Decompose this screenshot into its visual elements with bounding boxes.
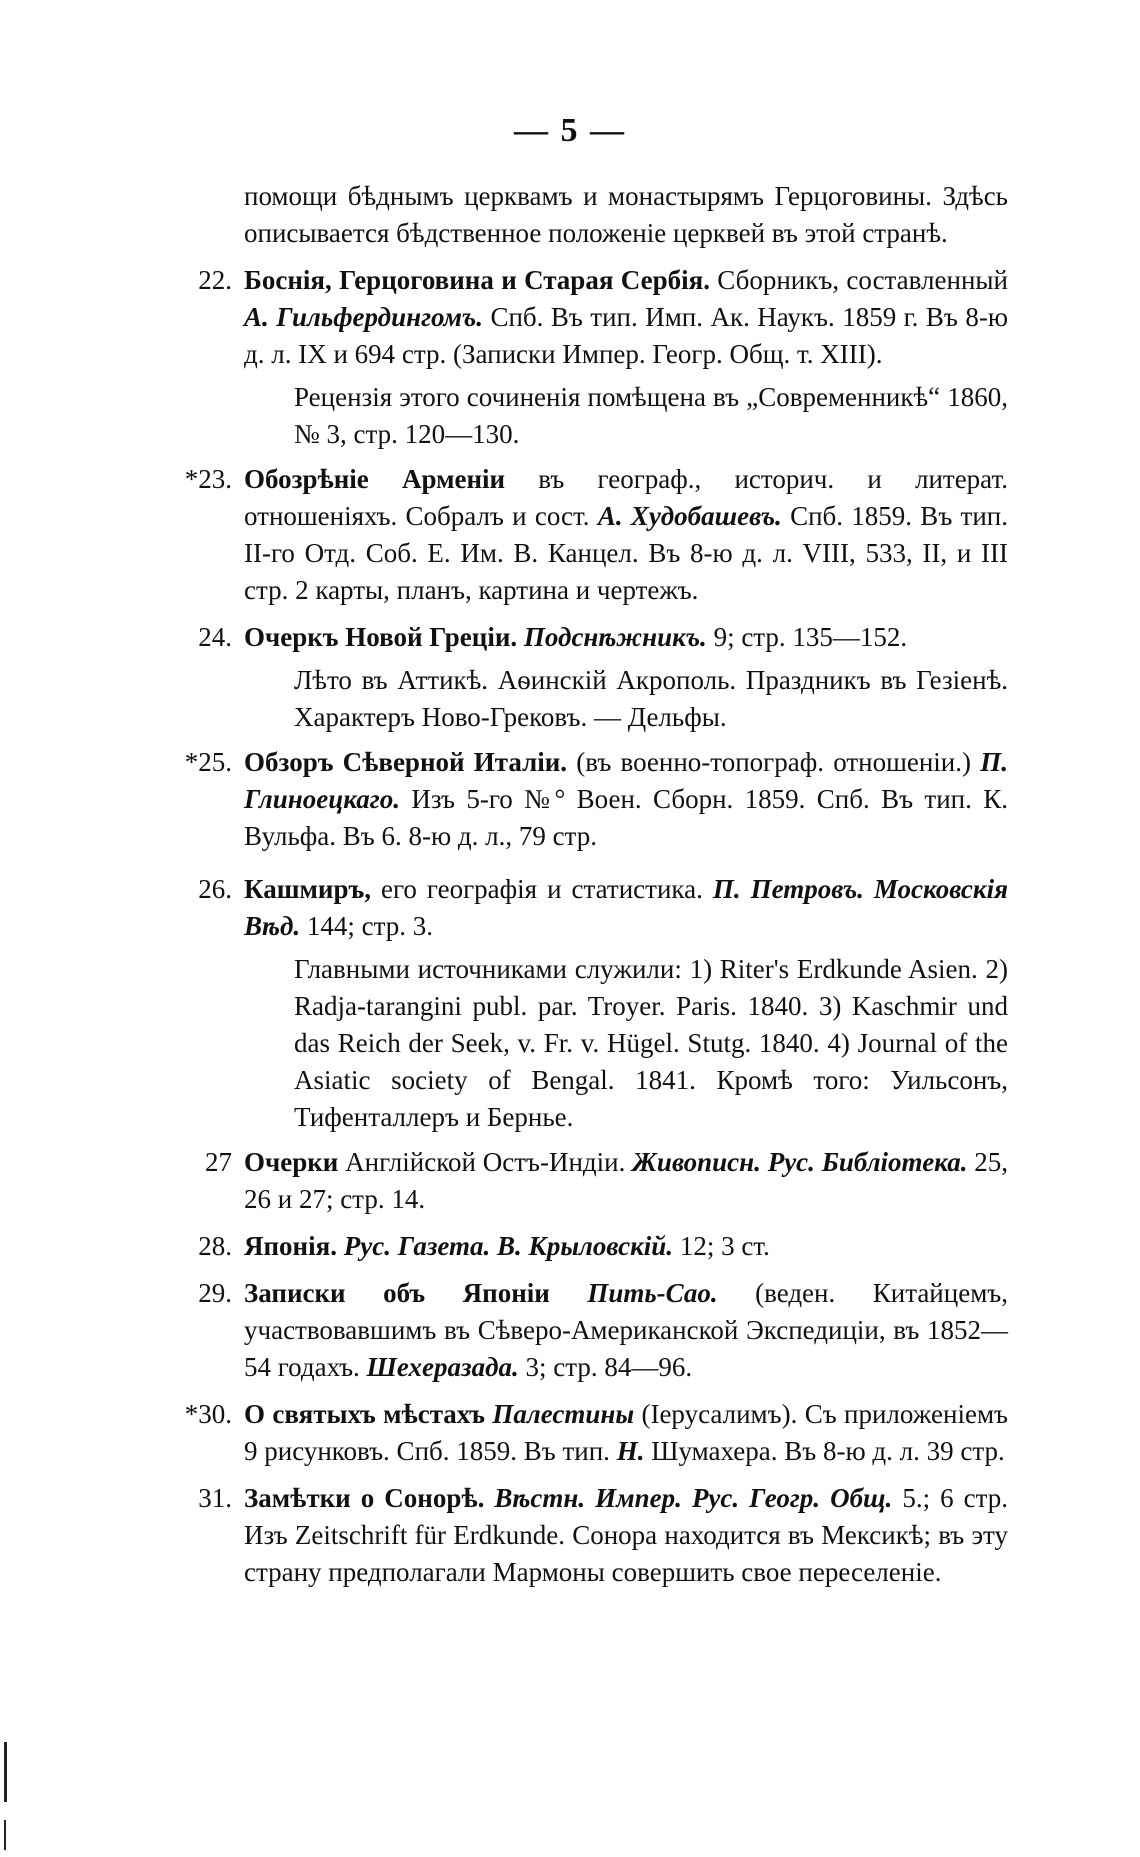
entry-title: Боснiя, Герцоговина и Старая Сербiя.	[244, 265, 710, 295]
scan-edge-mark	[4, 1820, 6, 1850]
entry-text: 3; стр. 84—96.	[518, 1352, 693, 1382]
entry-text	[484, 1483, 494, 1513]
entry-text: Англiйской Остъ-Индiи.	[338, 1147, 633, 1177]
entry-text: (Iерусалимъ). Съ приложенiемъ 9 рисунковъ. Спб. 1859. Въ тип.	[244, 1399, 1008, 1466]
entry-title: Очерки	[244, 1147, 339, 1177]
entry-author: Рус. Газета. В. Крыловскiй.	[343, 1231, 674, 1261]
entry-text: Спб. Въ тип. Имп. Ак. Наукъ. 1859 г. Въ 8-ю д. л. IX и 694 стр. (Записки Импер. Геогр. Общ. т. XIII).	[244, 302, 1008, 369]
entry-23	[108, 461, 1008, 609]
entry-29	[108, 1275, 1008, 1386]
entry-number: 24.	[198, 622, 232, 652]
entry-text: (веден. Китайцемъ, участвовавшимъ въ Сѣверо-Американской Экспедицiи, въ 1852—54 годахъ.	[244, 1278, 1008, 1382]
entry-27	[108, 1144, 1008, 1218]
entry-text	[337, 1231, 344, 1261]
entry-title: Замѣтки о Сонорѣ.	[244, 1483, 485, 1513]
entry-note: Лѣто въ Аттикѣ. Аѳинскiй Акрополь. Праздникъ въ Гезiенѣ. Характеръ Ново-Грековъ. — Дельфы.	[294, 665, 1008, 732]
entry-title: Японiя.	[244, 1231, 337, 1261]
entry-title: Записки объ Японiи	[244, 1278, 550, 1308]
entry-text: помощи бѣднымъ церквамъ и монастырямъ Герцоговины. Здѣсь описывается бѣдственное положенiе церквей въ этой странѣ.	[244, 181, 1008, 248]
entry-number: *23.	[184, 464, 232, 494]
entry-number: 29.	[198, 1278, 232, 1308]
entry-title: Обзоръ Сѣверной Италiи.	[244, 747, 568, 777]
entry-text: въ географ., историч. и литерат. отношенiяхъ. Собралъ и сост.	[244, 464, 1008, 531]
bibliography-body	[108, 178, 1008, 1597]
entry-text: 25, 26 и 27; стр. 14.	[244, 1147, 1009, 1214]
entry-number: 27	[205, 1147, 232, 1177]
entry-author: Вѣстн. Импер. Рус. Геогр. Общ.	[494, 1483, 893, 1513]
entry-number: 26.	[198, 874, 232, 904]
entry-text: Изъ 5-го №° Воен. Сборн. 1859. Спб. Въ тип. К. Вульфа. Въ 6. 8-ю д. л., 79 стр.	[244, 784, 1008, 851]
entry-number: 28.	[198, 1231, 232, 1261]
entry-author: Пить-Сао.	[587, 1278, 718, 1308]
entry-author: А. Гильфердингомъ.	[244, 302, 483, 332]
entry-author: Живописн. Рус. Библiотека.	[632, 1147, 968, 1177]
entry-note: Рецензiя этого сочиненiя помѣщена въ „Современникѣ“ 1860, № 3, стр. 120—130.	[294, 382, 1008, 449]
entry-number: *30.	[184, 1399, 232, 1429]
entry-author: П. Глиноецкаго.	[244, 747, 1008, 814]
entry-24	[108, 619, 1008, 656]
entry-author: Н.	[616, 1436, 645, 1466]
entry-text: 144; стр. 3.	[300, 911, 434, 941]
entry-text	[550, 1278, 588, 1308]
entry-text: (въ военно-топограф. отношенiи.)	[567, 747, 981, 777]
entry-title: Кашмиръ,	[244, 874, 371, 904]
entry-title: Очеркъ Новой Грецiи.	[244, 622, 518, 652]
entry-author: Шехеразада.	[366, 1352, 519, 1382]
entry-author: Палестины	[492, 1399, 635, 1429]
entry-note: Главными источниками служили: 1) Riter's Erdkunde Asien. 2) Radja-tarangini publ. par. Troyer. Paris. 1840. 3) Kaschmir und das Reich der Seek, v. Fr. v. Hügel. Stutg. 1840. 4) Journal of the Asiatic society of Bengal. 1841. Кромѣ того: Уильсонъ, Тифенталлеръ и Бернье.	[294, 954, 1008, 1132]
entry-text: 9; стр. 135—152.	[706, 622, 908, 652]
page-number: — 5 —	[514, 112, 626, 149]
entry-number: 31.	[198, 1483, 232, 1513]
entry-text: 5.; 6 стр. Изъ Zeitschrift für Erdkunde. Сонора находится въ Мексикѣ; въ эту страну предполагали Мармоны совершить свое переселенiе.	[244, 1483, 1009, 1587]
entry-26	[108, 871, 1008, 945]
entry-text: Сборникъ, составленный	[709, 265, 1008, 295]
scan-edge-mark	[4, 1742, 7, 1802]
entry-30	[108, 1396, 1008, 1470]
entry-31	[108, 1480, 1008, 1591]
entry-28	[108, 1228, 1008, 1265]
entry-author: А. Худобашевъ.	[597, 501, 782, 531]
entry-author: П. Петровъ. Московскiя Вѣд.	[244, 874, 1008, 941]
entry-author: Подснѣжникъ.	[523, 622, 707, 652]
entry-22	[108, 262, 1008, 373]
entry-continuation	[108, 178, 1008, 252]
entry-title: Обозрѣнiе Арменiи	[244, 464, 506, 494]
entry-text	[517, 622, 524, 652]
entry-number: *25.	[184, 747, 232, 777]
entry-text: его географiя и статистика.	[370, 874, 713, 904]
entry-text: 12; 3 ст.	[673, 1231, 770, 1261]
entry-text: Спб. 1859. Въ тип. II-го Отд. Соб. Е. Им. В. Канцел. Въ 8-ю д. л. VIII, 533, II, и III стр. 2 карты, планъ, картина и чертежъ.	[244, 501, 1008, 605]
entry-title: О святыхъ мѣстахъ	[244, 1399, 485, 1429]
entry-25	[108, 744, 1008, 855]
entry-text: Шумахера. Въ 8-ю д. л. 39 стр.	[644, 1436, 1005, 1466]
entry-number: 22.	[198, 265, 232, 295]
